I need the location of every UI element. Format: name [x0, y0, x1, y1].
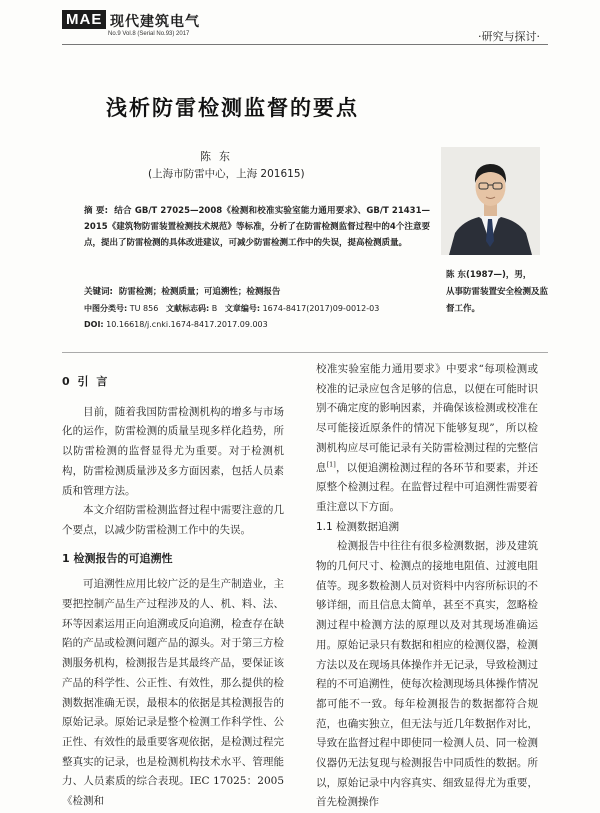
- section-heading-intro: 0 引 言: [62, 375, 110, 388]
- paragraph-traceability-1: 可追溯性应用比较广泛的是生产制造业，主要把控制产品生产过程涉及的人、机、料、法、环等因素运用正向追溯或反向追溯，检查存在缺陷的产品或检测问题产品的源头。对于第三方检测服务机构，检测报告是其最终产品，要保证该产品的科学性、公正性、有效性，那么提供的检测数据准确无误，最根本的依据是其检测报告的原始记录。原始记录是整个检测工作科学性、公正性、有效性的最重要客观依据，是检测过程完整真实的记录，也是检测机构技术水平、管理能力、人员素质的综合表现。IEC 17025：2005《检测和: [62, 578, 284, 808]
- author-portrait-image: [441, 147, 540, 255]
- paragraph-continued-a: 校准实验室能力通用要求》中要求“每项检测或校准的记录应包含足够的信息，以便在可能时识别不确定度的影响因素，并确保该检测或校准在尽可能接近原条件的情况下能够复现”，所以检测机构应尽可能记录有关防雷检测过程的完整信息: [316, 363, 538, 474]
- journal-logo: MAE: [62, 10, 106, 29]
- doc-code-value: B: [211, 304, 218, 313]
- keywords-label: 关键词:: [84, 287, 113, 297]
- paragraph-continued-b: ，以便追溯检测过程的各环节和要素，并还原整个检测过程。在监督过程中可追溯性需要着重注意以下方面。: [316, 461, 539, 513]
- article-number-value: 1674-8417(2017)09-0012-03: [262, 304, 380, 313]
- body-column-right: [316, 360, 538, 813]
- paragraph-data-trace: 检测报告中往往有很多检测数据，涉及建筑物的几何尺寸、检测点的接地电阻值、过渡电阻值等。现多数检测人员对资料中内容所标识的不够详细，而且信息太简单，甚至不真实，忽略检测过程中检测方法的原理以及对其现场准确运用。原始记录只有数据和相应的检测仪器，检测方法以及在现场具体操作并无记录，导致检测过程的不可追溯性，使每次检测现场具体操作情况都可能不一致。每年检测报告的数据都符合规范，也确实独立，但无法与近几年数据作对比，导致在监督过程中即使同一检测人员、同一检测仪器仍无法复现与检测报告中同质性的数据。所以，原始记录中内容真实、细致显得尤为重要，首先检测操作: [316, 540, 538, 809]
- abstract-label: 摘 要:: [84, 206, 109, 216]
- doi-value: 10.16618/j.cnki.1674-8417.2017.09.003: [106, 320, 268, 329]
- doi-label: DOI:: [84, 320, 104, 329]
- bio-name-line: 陈 东(1987—)，男，: [446, 270, 532, 280]
- keywords-list: 防雷检测；检测质量；可追溯性；检测报告: [118, 287, 281, 297]
- doc-code-label: 文献标志码:: [165, 304, 210, 313]
- article-title: 浅析防雷检测监督的要点: [106, 96, 359, 120]
- journal-masthead: [62, 10, 232, 44]
- keywords: [84, 285, 434, 299]
- header-divider: [62, 44, 548, 45]
- abstract-divider: [62, 352, 548, 353]
- section-tag: ·研究与探讨·: [478, 30, 540, 43]
- journal-name: 现代建筑电气: [110, 14, 200, 30]
- author-name: 陈东: [200, 150, 238, 163]
- article-number-label: 文章编号:: [224, 304, 261, 313]
- author-bio: [446, 267, 556, 318]
- citation-ref: [1]: [326, 460, 336, 469]
- classification-line: [84, 303, 379, 314]
- paragraph-continued: [316, 360, 538, 518]
- abstract-text: 结合 GB/T 27025—2008《检测和校准实验室能力通用要求》、GB/T 21431—2015《建筑物防雷装置检测技术规范》等标准，分析了在防雷检测监督过程中的4个注意要点，提出了防雷检测的具体改进建议，可减少防雷检测工作中的失误，提高检测质量。: [84, 206, 430, 249]
- doi-line: [84, 320, 268, 329]
- paragraph-intro-1: 目前，随着我国防雷检测机构的增多与市场化的运作，防雷检测的质量呈现多样化趋势，所以防雷检测的监督显得尤为重要。对于检测机构，防雷检测质量涉及多方面因素，包括人员素质和管理方法。: [62, 405, 284, 497]
- clc-value: TU 856: [129, 304, 159, 313]
- body-column-left: [62, 360, 284, 812]
- clc-label: 中图分类号:: [84, 304, 128, 313]
- section-heading-traceability: 1 检测报告的可追溯性: [62, 551, 173, 565]
- issue-line: No.9 Vol.8 (Serial No.93) 2017: [108, 31, 190, 37]
- author-photo: [441, 147, 540, 255]
- abstract: [84, 203, 430, 252]
- paragraph-intro-2: 本文介绍防雷检测监督过程中需要注意的几个要点，以减少防雷检测工作中的失误。: [62, 504, 284, 536]
- subsection-heading-data-trace: 1.1 检测数据追溯: [316, 520, 400, 533]
- author-affiliation: (上海市防雷中心，上海 201615): [148, 168, 305, 180]
- bio-description: 从事防雷装置安全检测及监督工作。: [446, 287, 549, 314]
